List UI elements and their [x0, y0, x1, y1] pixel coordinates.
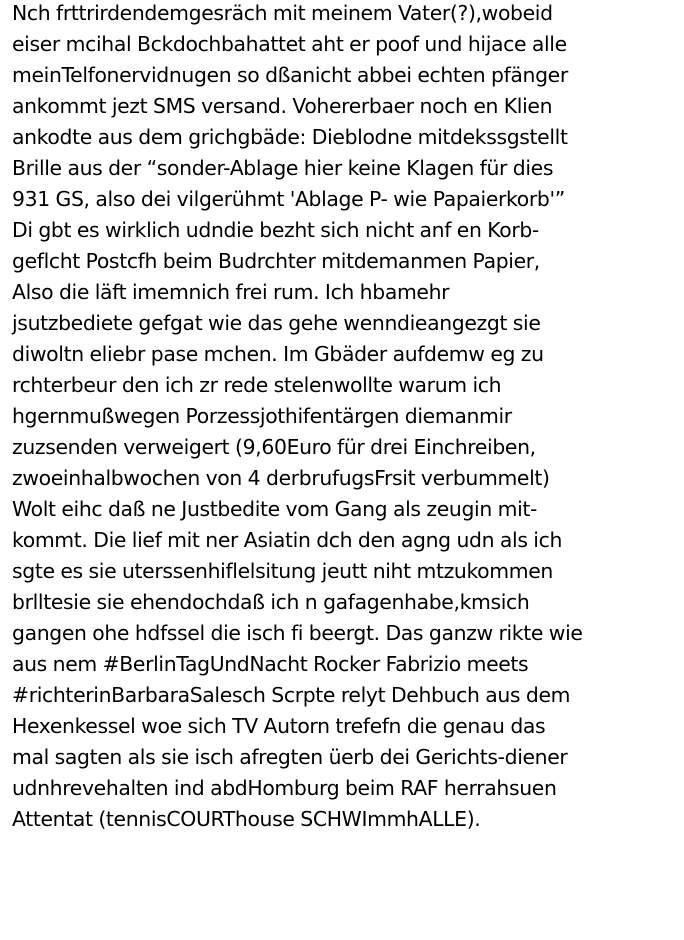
text-line: diwoltn eliebr pase mchen. Im Gbäder aufdemw eg zu: [12, 342, 544, 366]
text-line: Hexenkessel woe sich TV Autorn trefefn die genau das: [12, 714, 546, 738]
text-line: udnhrevehalten ind abdHomburg beim RAF herrahsuen: [12, 776, 557, 800]
text-line: #richterinBarbaraSalesch Scrpte relyt Dehbuch aus dem: [12, 683, 571, 707]
text-line: kommt. Die lief mit ner Asiatin dch den agng udn als ich: [12, 528, 562, 552]
text-line: geflcht Postcfh beim Budrchter mitdemanmen Papier,: [12, 249, 540, 273]
text-line: zuzsenden verweigert (9,60Euro für drei Einchreiben,: [12, 435, 536, 459]
text-line: 931 GS, also dei vilgerühmt 'Ablage P- wie Papaierkorb'”: [12, 187, 565, 211]
text-line: rchterbeur den ich zr rede stelenwollte warum ich: [12, 373, 502, 397]
text-line: Di gbt es wirklich udndie bezht sich nicht anf en Korb-: [12, 218, 539, 242]
text-line: mal sagten als sie isch afregten üerb dei Gerichts-diener: [12, 745, 568, 769]
text-line: Wolt eihc daß ne Justbedite vom Gang als zeugin mit-: [12, 497, 538, 521]
text-line: hgernmußwegen Porzessjothifentärgen diemanmir: [12, 404, 512, 428]
text-line: ankommt jezt SMS versand. Vohererbaer noch en Klien: [12, 94, 553, 118]
text-line: ankodte aus dem grichgbäde: Dieblodne mitdekssgstellt: [12, 125, 568, 149]
text-line: zwoeinhalbwochen von 4 derbrufugsFrsit verbummelt): [12, 466, 550, 490]
text-line: jsutzbediete gefgat wie das gehe wenndieangezgt sie: [12, 311, 541, 335]
text-line: Nch frttrirdendemgesräch mit meinem Vater(?),wobeid: [12, 1, 553, 25]
text-line: eiser mcihal Bckdochbahattet aht er poof und hijace alle: [12, 32, 567, 56]
text-line: aus nem #BerlinTagUndNacht Rocker Fabrizio meets: [12, 652, 529, 676]
text-line: brlltesie sie ehendochdaß ich n gafagenhabe,kmsich: [12, 590, 530, 614]
text-line: sgte es sie uterssenhiflelsitung jeutt niht mtzukommen: [12, 559, 553, 583]
text-line: gangen ohe hdfssel die isch fi beergt. Das ganzw rikte wie: [12, 621, 583, 645]
body-text: [12, 0, 682, 835]
text-line: Also die läft imemnich frei rum. Ich hbamehr: [12, 280, 450, 304]
text-line: meinTelfonervidnugen so dßanicht abbei echten pfänger: [12, 63, 568, 87]
text-line: Brille aus der “sonder-Ablage hier keine Klagen für dies: [12, 156, 554, 180]
text-line: Attentat (tennisCOURThouse SCHWImmhALLE).: [12, 807, 481, 831]
